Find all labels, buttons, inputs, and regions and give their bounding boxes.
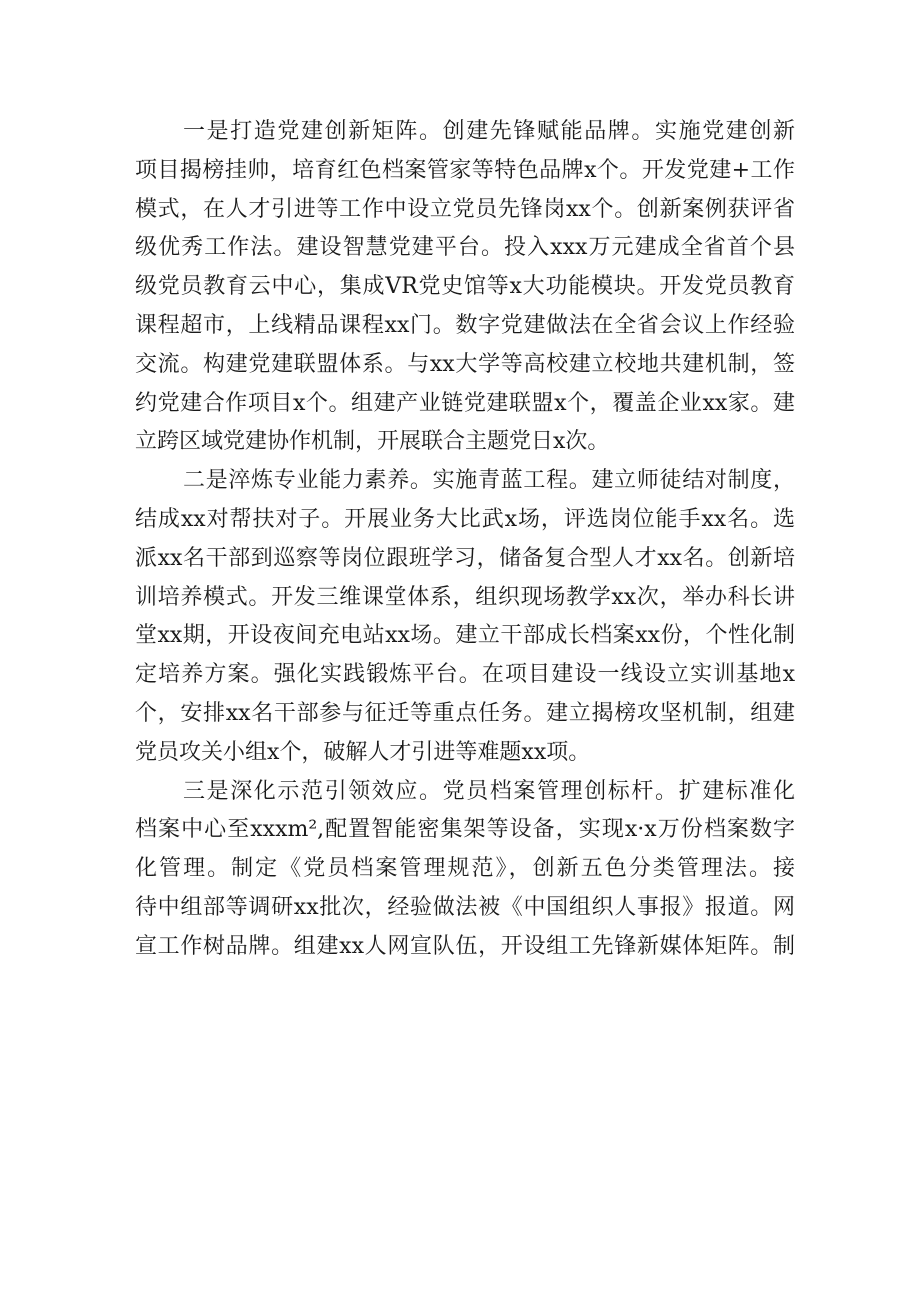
text-line: 训培养模式。开发三维课堂体系，组织现场教学xx次，举办科长讲: [135, 584, 795, 610]
document-body: [135, 113, 795, 967]
text-line: 立跨区域党建协作机制，开展联合主题党日x次。: [135, 429, 610, 455]
text-line: 定培养方案。强化实践锻炼平台。在项目建设一线设立实训基地x: [135, 662, 795, 688]
text-line: 一是打造党建创新矩阵。创建先锋赋能品牌。实施党建创新: [183, 119, 795, 144]
text-line: 三是深化示范引领效应。党员档案管理创标杆。扩建标准化: [183, 778, 795, 804]
text-line: 结成xx对帮扶对子。开展业务大比武x场，评选岗位能手xx名。选: [135, 506, 795, 532]
text-line: 档案中心至xxxm²,配置智能密集架等设备，实现x·x万份档案数字: [135, 817, 795, 843]
text-line: 约党建合作项目x个。组建产业链党建联盟x个，覆盖企业xx家。建: [135, 390, 795, 416]
text-line: 二是淬炼专业能力素养。实施青蓝工程。建立师徒结对制度，: [183, 468, 795, 494]
text-line: 派xx名干部到巡察等岗位跟班学习，储备复合型人才xx名。创新培: [135, 545, 795, 571]
text-line: 个，安排xx名干部参与征迁等重点任务。建立揭榜攻坚机制，组建: [135, 700, 795, 726]
text-line: 交流。构建党建联盟体系。与xx大学等高校建立校地共建机制，签: [135, 351, 795, 377]
text-line: 堂xx期，开设夜间充电站xx场。建立干部成长档案xx份，个性化制: [135, 623, 795, 649]
text-line: 化管理。制定《党员档案管理规范》，创新五色分类管理法。接: [135, 856, 795, 882]
text-line: 课程超市，上线精品课程xx门。数字党建做法在全省会议上作经验: [135, 312, 795, 338]
text-line: 宣工作树品牌。组建xx人网宣队伍，开设组工先锋新媒体矩阵。制: [135, 933, 795, 959]
text-line: 级党员教育云中心，集成VR党史馆等x大功能模块。开发党员教育: [135, 274, 795, 300]
paragraph-professional-ability: [135, 462, 795, 772]
text-line: 模式，在人才引进等工作中设立党员先锋岗xx个。创新案例获评省: [135, 196, 795, 222]
text-line: 级优秀工作法。建设智慧党建平台。投入xxx万元建成全省首个县: [135, 235, 795, 261]
text-line: 项目揭榜挂帅，培育红色档案管家等特色品牌x个。开发党建+工作: [135, 157, 795, 183]
paragraph-demonstration-effect: [135, 773, 795, 967]
text-line: 党员攻关小组x个，破解人才引进等难题xx项。: [135, 739, 591, 765]
paragraph-party-building: [135, 113, 795, 462]
text-line: 待中组部等调研xx批次，经验做法被《中国组织人事报》报道。网: [135, 894, 795, 920]
